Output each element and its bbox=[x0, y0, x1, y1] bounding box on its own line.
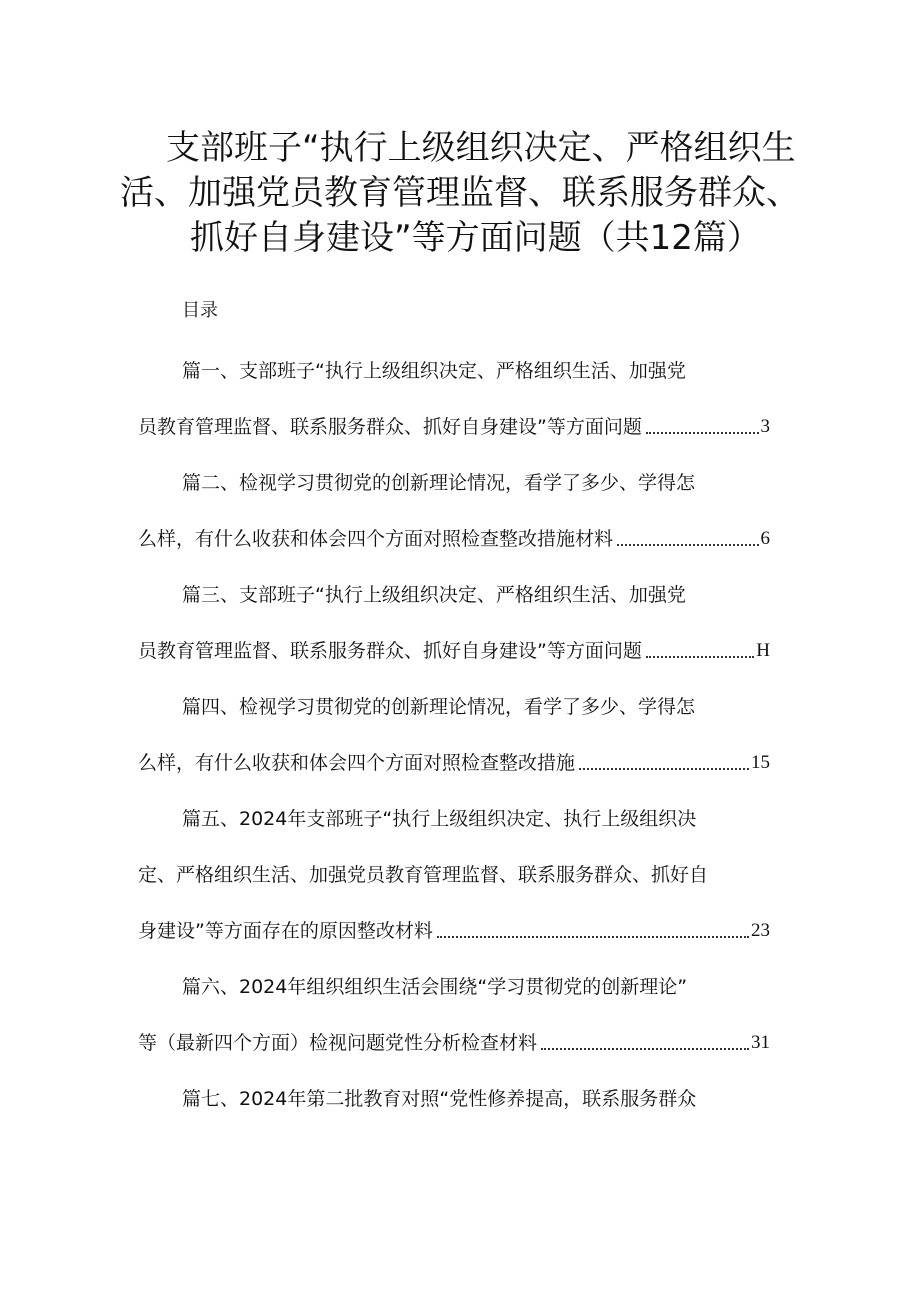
toc-entry-line bbox=[138, 679, 770, 735]
toc-entry-line bbox=[138, 1071, 770, 1127]
toc-entry-text: 篇五、2024年支部班子“执行上级组织决定、执行上级组织决 bbox=[182, 808, 697, 830]
toc-entry-line bbox=[138, 847, 770, 903]
toc-entry-text: 篇六、2024年组织组织生活会围绕“学习贯彻党的创新理论” bbox=[182, 976, 688, 998]
toc-entry-text[interactable]: 么样，有什么收获和体会四个方面对照检查整改措施 bbox=[138, 752, 576, 774]
toc-entry-line[interactable] bbox=[138, 511, 770, 567]
table-of-contents bbox=[138, 343, 770, 1127]
toc-entry-text[interactable]: 等（最新四个方面）检视问题党性分析检查材料 bbox=[138, 1032, 538, 1054]
toc-page-number[interactable]: 3 bbox=[760, 416, 770, 437]
toc-page-number[interactable]: 6 bbox=[760, 528, 770, 549]
toc-entry-line[interactable] bbox=[138, 903, 770, 959]
toc-entry-line bbox=[138, 567, 770, 623]
toc-page-number[interactable]: 31 bbox=[751, 1032, 770, 1053]
toc-dot-leader bbox=[437, 936, 749, 938]
toc-entry-text: 篇三、支部班子“执行上级组织决定、严格组织生活、加强党 bbox=[182, 584, 686, 606]
toc-entry-line[interactable] bbox=[138, 735, 770, 791]
toc-entry-line bbox=[138, 959, 770, 1015]
toc-dot-leader bbox=[579, 768, 749, 770]
toc-entry-text: 篇一、支部班子“执行上级组织决定、严格组织生活、加强党 bbox=[182, 360, 686, 382]
toc-entry-text[interactable]: 么样，有什么收获和体会四个方面对照检查整改措施材料 bbox=[138, 528, 614, 550]
toc-dot-leader bbox=[617, 544, 758, 546]
toc-heading: 目录 bbox=[182, 300, 218, 321]
title-line: 抓好自身建设”等方面问题（共12篇） bbox=[190, 218, 761, 258]
toc-entry-text: 篇四、检视学习贯彻党的创新理论情况，看学了多少、学得怎 bbox=[182, 696, 696, 718]
toc-entry-text: 篇二、检视学习贯彻党的创新理论情况，看学了多少、学得怎 bbox=[182, 472, 696, 494]
toc-dot-leader bbox=[646, 432, 759, 434]
title-line: 支部班子“执行上级组织决定、严格组织生 bbox=[166, 128, 796, 168]
toc-entry-line bbox=[138, 343, 770, 399]
toc-entry-line bbox=[138, 455, 770, 511]
toc-entry-line[interactable] bbox=[138, 399, 770, 455]
toc-entry-text[interactable]: 身建设”等方面存在的原因整改材料 bbox=[138, 920, 433, 942]
document-title bbox=[120, 126, 800, 261]
toc-page-number[interactable]: 23 bbox=[751, 920, 770, 941]
toc-entry-line[interactable] bbox=[138, 623, 770, 679]
toc-page-number[interactable]: 15 bbox=[751, 752, 770, 773]
toc-dot-leader bbox=[646, 656, 754, 658]
toc-entry-text[interactable]: 员教育管理监督、联系服务群众、抓好自身建设”等方面问题 bbox=[138, 640, 642, 662]
toc-entry-text: 定、严格组织生活、加强党员教育管理监督、联系服务群众、抓好自 bbox=[138, 864, 709, 886]
toc-entry-line bbox=[138, 791, 770, 847]
title-line: 活、加强党员教育管理监督、联系服务群众、 bbox=[120, 173, 800, 213]
toc-page-number[interactable]: H bbox=[756, 640, 770, 661]
toc-dot-leader bbox=[541, 1048, 749, 1050]
toc-entry-text: 篇七、2024年第二批教育对照“党性修养提高，联系服务群众 bbox=[182, 1088, 697, 1110]
toc-entry-line[interactable] bbox=[138, 1015, 770, 1071]
toc-entry-text[interactable]: 员教育管理监督、联系服务群众、抓好自身建设”等方面问题 bbox=[138, 416, 642, 438]
